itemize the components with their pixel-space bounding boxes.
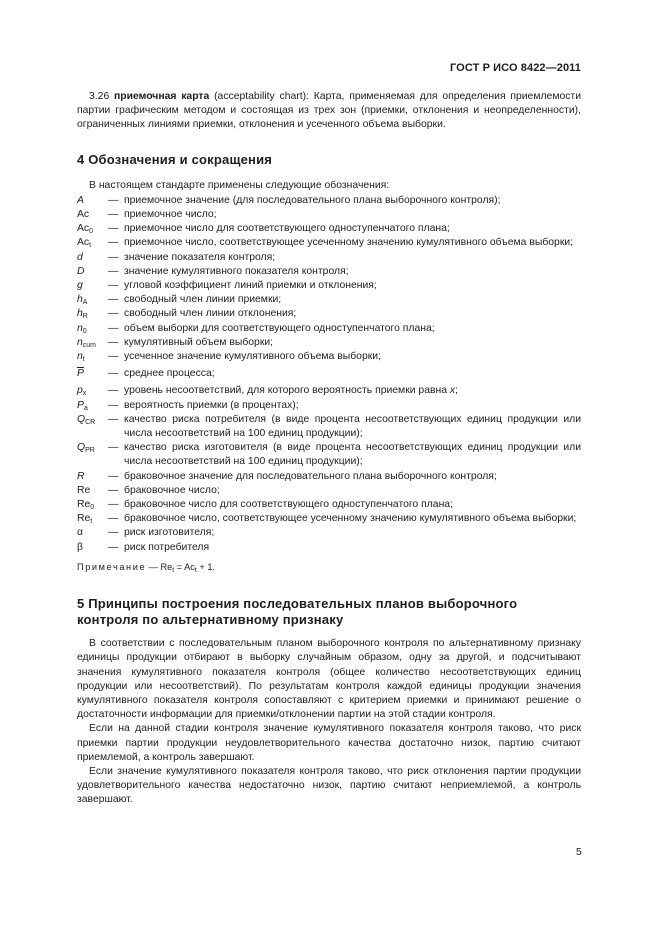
dash: — (108, 413, 119, 425)
symbol-description: приемочное число, соответствующее усеченному значению кумулятивного объема выборки; (124, 237, 574, 249)
symbol-row (77, 307, 581, 321)
symbol-description: уровень несоответствий, для которого вероятность приемки равна x; (124, 385, 459, 397)
dash: — (108, 442, 119, 454)
symbol-description: риск изготовителя; (124, 527, 215, 539)
symbol-description: браковочное число; (124, 484, 220, 496)
dash: — (108, 336, 119, 348)
symbol-row (77, 279, 581, 293)
symbol-description: значение кумулятивного показателя контроля; (124, 265, 349, 277)
section-5-title (77, 596, 581, 628)
symbol-row (77, 236, 581, 250)
symbol-description: среднее процесса; (124, 368, 215, 380)
symbol-row (77, 265, 581, 279)
symbol: Ac (77, 209, 90, 221)
definition-number: 3.26 (89, 91, 110, 102)
symbol-row (77, 526, 581, 540)
dash: — (108, 484, 119, 496)
symbol: $h_A$ (77, 294, 88, 307)
dash: — (108, 527, 119, 539)
symbol: $n_0$ (77, 322, 87, 335)
symbol-row (77, 293, 581, 307)
section-5-paragraph: Если значение кумулятивного показателя контроля таково, что риск отклонения партии продукции удовлетворительного качества недостаточно низок, партию считают неприемлемой, а контроль завершают. (77, 765, 581, 806)
dash: — (108, 209, 119, 221)
symbol: A (77, 194, 84, 206)
definition-term: приемочная карта (114, 91, 210, 102)
dash: — (108, 251, 119, 263)
symbol: $Q_{PR}$ (77, 442, 95, 455)
dash: — (108, 470, 119, 482)
dash: — (108, 541, 119, 553)
symbols-list (77, 194, 581, 555)
symbol: g (77, 280, 83, 292)
section-5-paragraph: В соответствии с последовательным планом выборочного контроля по альтернативному признаку единицы продукции отбирают в выборку случайным образом, одну за другой, и подсчитывают значения кумулятивного показателя контроля (общее количество несоответствующих единиц продукции или несоответствий). По результатам контроля каждой единицы продукции значения кумулятивного показателя контроля сопоставляют с критерием приемки и принимают решение о достаточности информации для приемки/отклонении партии на этой стадии контроля. (77, 638, 581, 721)
dash: — (108, 265, 119, 277)
symbol-description: браковочное число для соответствующего одноступенчатого плана; (124, 499, 453, 511)
symbol: $n_t$ (77, 351, 85, 364)
symbol-row (77, 208, 581, 222)
symbol-description: кумулятивный объем выборки; (124, 336, 274, 348)
symbol-row (77, 367, 581, 381)
symbol: $n_{cum}$ (77, 336, 97, 349)
dash: — (108, 499, 119, 511)
dash: — (108, 194, 119, 206)
symbol-row (77, 399, 581, 413)
symbol-description: браковочное значение для последовательного плана выборочного контроля; (124, 470, 497, 482)
symbol-description: свободный член линии приемки; (124, 294, 282, 306)
section-5-title-line-1: 5 Принципы построения последовательных планов выборочного (77, 596, 518, 612)
symbol-row (77, 350, 581, 364)
dash: — (108, 294, 119, 306)
symbol: R (77, 470, 85, 482)
dash: — (108, 513, 119, 525)
dash: — (108, 237, 119, 249)
symbol-row (77, 512, 581, 526)
definition-term-en: (acceptability chart): (214, 91, 309, 102)
symbol-row (77, 251, 581, 265)
symbol: α (77, 527, 84, 539)
symbol: D (77, 265, 85, 277)
page-number: 5 (576, 847, 582, 858)
dash: — (108, 223, 119, 235)
section-4-note: Примечание — $Re_t = Ac_t + 1$. (77, 561, 215, 574)
symbol: $Re_0$ (77, 499, 95, 512)
symbol-row (77, 194, 581, 208)
symbol-description: качество риска изготовителя (в виде процента несоответствующих единиц продукции или числа несоответствий на 100 единиц продукции); (124, 442, 581, 468)
dash: — (108, 322, 119, 334)
symbol: Re (77, 484, 91, 496)
symbol-description: приемочное значение (для последовательного плана выборочного контроля); (124, 194, 501, 206)
definition-text: Карта, применяемая для определения приемлемости партии графическим методом и состоящая из трех зон (приемки, отклонения и неопределенности), ограниченных линиями приемки, отклонения и усеченного объема выборки. (77, 91, 581, 131)
symbol: $Ac_t$ (77, 237, 92, 250)
symbol: $Ac_0$ (77, 223, 94, 236)
symbol-description: риск потребителя (124, 541, 210, 553)
symbol: $\overline{P}$ (77, 368, 84, 380)
dash: — (108, 399, 119, 411)
page-content (77, 90, 581, 808)
dash: — (108, 351, 119, 363)
section-4-intro: В настоящем стандарте применены следующие обозначения: (89, 179, 390, 191)
section-5-title-line-2: контроля по альтернативному признаку (77, 612, 344, 628)
symbol-description: значение показателя контроля; (124, 251, 276, 263)
section-5-paragraph: Если на данной стадии контроля значение кумулятивного показателя контроля таково, что риск приемки партии продукции неудовлетворительного качества достаточно низок, партию считают приемлемой, а контроль завершают. (77, 723, 581, 763)
symbol-row (77, 484, 581, 498)
symbol-row (77, 541, 581, 555)
symbol-row (77, 441, 581, 469)
symbol-row (77, 336, 581, 350)
definition-3-26 (77, 90, 581, 133)
symbol-row (77, 222, 581, 236)
symbol-description: приемочное число для соответствующего одноступенчатого плана; (124, 223, 450, 235)
dash: — (108, 308, 119, 320)
dash: — (108, 368, 119, 380)
symbol: $h_R$ (77, 308, 88, 321)
symbol: $Q_{CR}$ (77, 413, 96, 426)
symbol-row (77, 384, 581, 398)
symbol-row (77, 470, 581, 484)
symbol: $Re_t$ (77, 513, 93, 526)
symbol-description: качество риска потребителя (в виде процента несоответствующих единиц продукции или числа несоответствий на 100 единиц продукции); (124, 413, 581, 440)
dash: — (108, 280, 119, 292)
symbol-description: вероятность приемки (в процентах); (124, 399, 299, 411)
symbol: β (77, 541, 83, 553)
symbol-row (77, 413, 581, 441)
dash: — (108, 385, 119, 397)
note-label: Примечание (77, 561, 147, 572)
symbol-description: браковочное число, соответствующее усеченному значению кумулятивного объема выборки; (124, 513, 577, 525)
symbol-description: усеченное значение кумулятивного объема выборки; (124, 351, 381, 363)
symbol-description: свободный член линии отклонения; (124, 308, 297, 320)
standard-code-header: ГОСТ Р ИСО 8422—2011 (449, 62, 581, 74)
section-4-title: 4 Обозначения и сокращения (77, 151, 273, 167)
symbol-description: объем выборки для соответствующего одноступенчатого плана; (124, 322, 435, 334)
symbol-row (77, 322, 581, 336)
symbol: $P_a$ (77, 399, 88, 412)
symbol: $p_x$ (77, 385, 87, 398)
symbol-row (77, 498, 581, 512)
symbol-description: угловой коэффициент линий приемки и отклонения; (124, 280, 377, 292)
symbol: d (77, 251, 83, 263)
symbol-description: приемочное число; (124, 209, 217, 221)
